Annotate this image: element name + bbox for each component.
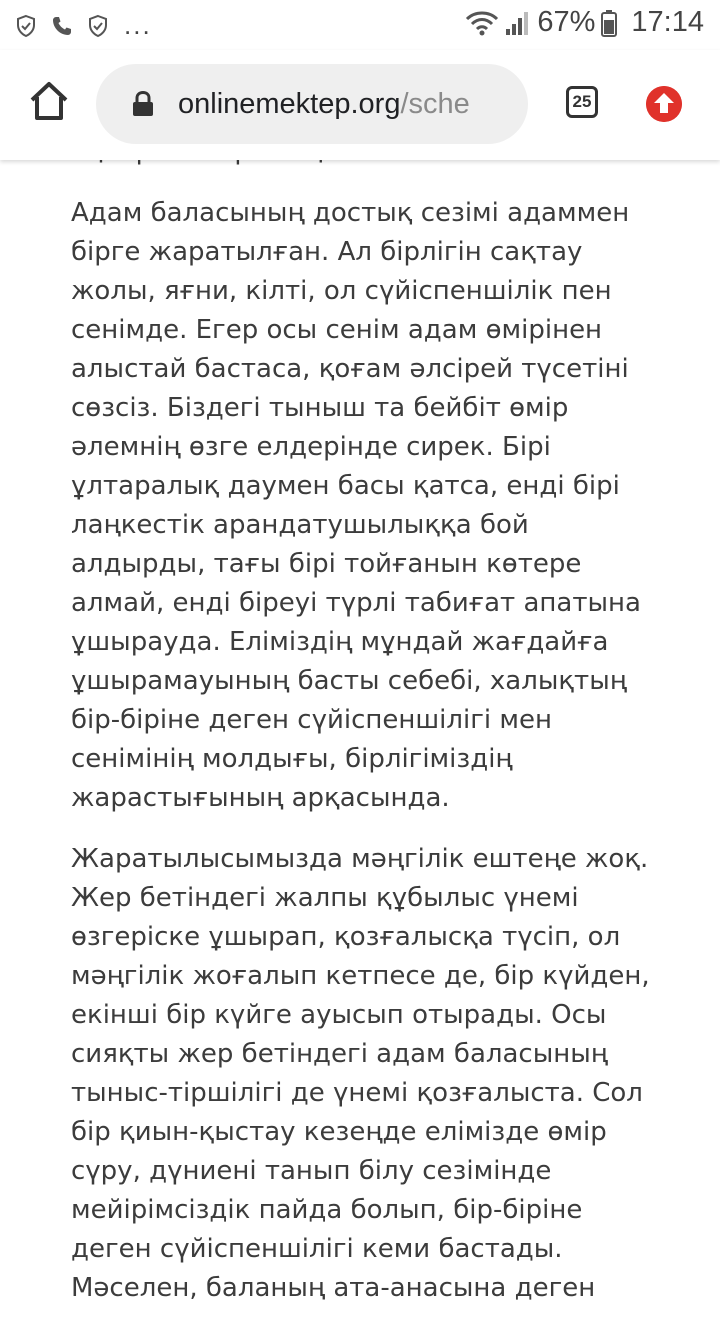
text-line: әлемнің өзге елдерінде сирек. Бірі xyxy=(71,432,551,462)
upload-arrow-icon[interactable] xyxy=(646,86,682,122)
text-line: деген сүйіспеншілігі кеми бастады. xyxy=(71,1234,563,1264)
text-line: Жаратылысымызда мәңгілік ештеңе жоқ. xyxy=(71,844,649,874)
url-text xyxy=(178,88,470,121)
text-line: сүру, дүниені танып білу сезімінде xyxy=(71,1156,552,1186)
text-line: Жер бетіндегі жалпы құбылыс үнемі xyxy=(71,883,579,913)
paragraph-2 xyxy=(71,840,661,1308)
notification-icons xyxy=(14,10,152,41)
shield-icon xyxy=(86,14,110,38)
text-line: сияқты жер бетіндегі адам баласының xyxy=(71,1039,608,1069)
text-line: алдырды, тағы бірі тойғанын көтере xyxy=(71,549,582,579)
text-line: екінші бір күйге ауысып отырады. Осы xyxy=(71,1000,607,1030)
text-line: алмай, енді біреуі түрлі табиғат апатына xyxy=(71,588,641,618)
text-line: Мәселен, баланың ата-анасына деген xyxy=(71,1273,596,1303)
text-line: бір қиын-қыстау кезеңде елімізде өмір xyxy=(71,1117,607,1147)
tab-switcher-button[interactable]: 25 xyxy=(566,86,598,118)
text-line: Адам баласының достық сезімі адаммен xyxy=(71,198,630,228)
browser-toolbar xyxy=(0,50,720,160)
url-bar[interactable] xyxy=(96,64,528,144)
text-line: сенімінің молдығы, бірлігіміздің xyxy=(71,744,513,774)
text-line: ұлтаралық даумен басы қатса, енді бірі xyxy=(71,471,620,501)
system-status xyxy=(465,6,704,39)
status-bar xyxy=(0,0,720,50)
text-line: жолы, яғни, кілті, ол сүйіспеншілік пен xyxy=(71,276,612,306)
url-domain: onlinemektep.org xyxy=(178,87,401,120)
text-line: тыныс-тіршілігі де үнемі қозғалыста. Сол xyxy=(71,1078,643,1108)
more-notifications-indicator: ... xyxy=(124,10,152,40)
text-line: мейірімсіздік пайда болып, бір-біріне xyxy=(71,1195,583,1225)
text-line: лаңкестік арандатушылыққа бой xyxy=(71,510,529,540)
text-line: жарастығының арқасында. xyxy=(71,783,450,813)
text-line: сенімде. Егер осы сенім адам өмірінен xyxy=(71,315,603,345)
signal-icon xyxy=(505,9,531,37)
text-line: өзгеріске ұшырап, қозғалысқа түсіп, ол xyxy=(71,922,621,952)
text-line: мәңгілік жоғалып кетпесе де, бір күйден, xyxy=(71,961,650,991)
clock: 17:14 xyxy=(631,6,704,38)
text-line: алыстай бастаса, қоғам әлсірей түсетіні xyxy=(71,354,629,384)
phone-icon xyxy=(50,14,74,38)
text-line: бір-біріне деген сүйіспеншілігі мен xyxy=(71,705,552,735)
article-content xyxy=(71,132,661,1330)
wifi-icon xyxy=(465,9,499,37)
text-line: бірге жаратылған. Ал бірлігін сақтау xyxy=(71,237,583,267)
text-line: ұшырауда. Еліміздің мұндай жағдайға xyxy=(71,627,609,657)
battery-icon xyxy=(601,9,617,37)
lock-icon xyxy=(132,91,154,117)
url-path: /sche xyxy=(400,87,470,120)
text-line: ұшырамауының басты себебі, халықтың xyxy=(71,666,627,696)
paragraph-1 xyxy=(71,194,661,818)
battery-percentage: 67% xyxy=(537,6,596,38)
home-icon[interactable] xyxy=(26,78,72,124)
text-line: сөзсіз. Біздегі тыныш та бейбіт өмір xyxy=(71,393,569,423)
shield-icon xyxy=(14,14,38,38)
